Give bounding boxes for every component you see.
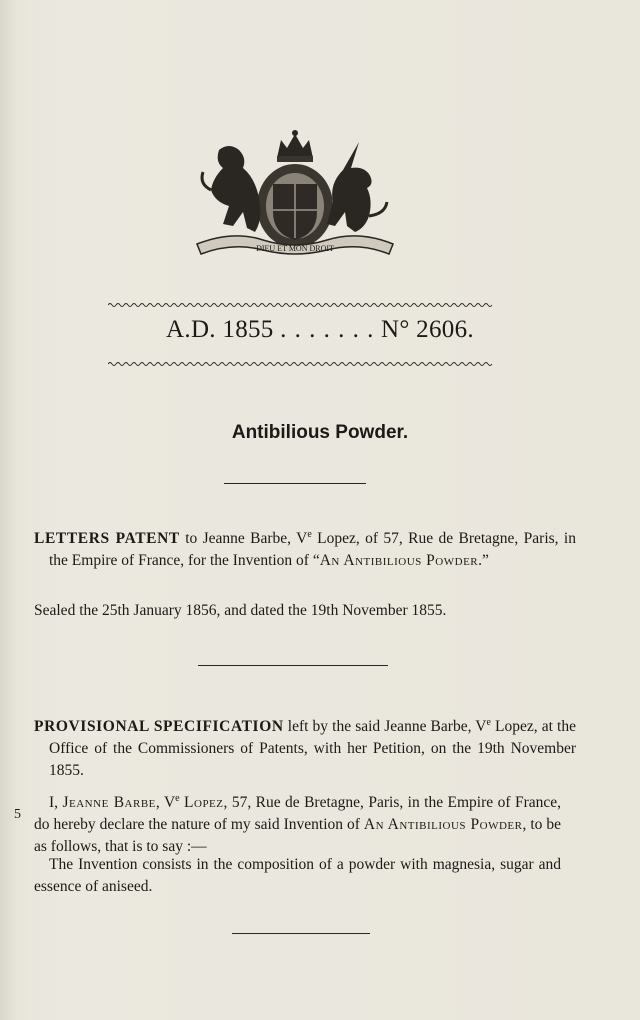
wavy-rule-top <box>108 302 494 308</box>
document-title: Antibilious Powder. <box>231 422 409 443</box>
provisional-text: left by the said Jeanne Barbe, V <box>283 718 487 736</box>
letters-patent-text-2: Lopez, of 57, Rue de Bretagne, Paris, in the Empire of France, for the Invention of “ <box>49 530 576 570</box>
declaration-paragraph <box>34 788 561 858</box>
provisional-text-2: Lopez, at the Office of the Commissioners of Patents, with her Petition, on the 19th November 1855. <box>49 718 576 780</box>
letters-patent-lead: LETTERS PATENT <box>34 530 180 548</box>
divider-rule <box>224 483 366 484</box>
applicant-name: Jeanne Barbe <box>62 794 156 812</box>
provisional-lead: PROVISIONAL SPECIFICATION <box>34 718 284 736</box>
invention-name: An Antibilious Powder <box>319 552 479 570</box>
letters-patent-text-3: .” <box>478 552 489 570</box>
patent-header <box>60 316 580 344</box>
declaration-text: I, <box>49 794 63 812</box>
provisional-specification-paragraph <box>34 712 576 782</box>
superscript: e <box>307 529 312 540</box>
divider-rule-3 <box>232 933 370 934</box>
applicant-surname: Lopez <box>184 794 224 812</box>
crest-motto: DIEU ET MON DROIT <box>256 244 334 253</box>
declaration-text-2: , V <box>155 794 176 812</box>
divider-rule-2 <box>198 665 388 666</box>
declaration-text-5: , to be as follows, that is to say :— <box>34 816 562 856</box>
sealed-line: Sealed the 25th January 1856, and dated the 19th November 1855. <box>34 602 447 619</box>
superscript: e <box>486 717 491 728</box>
line-number: 5 <box>14 807 21 822</box>
invention-name-2: An Antibilious Powder <box>363 816 523 834</box>
royal-coat-of-arms-emblem <box>193 128 397 260</box>
letters-patent-paragraph <box>34 524 576 572</box>
letters-patent-text: to Jeanne Barbe, V <box>179 530 308 548</box>
superscript: e <box>175 793 180 804</box>
invention-paragraph: The Invention consists in the composition of a powder with magnesia, sugar and essence of aniseed. <box>34 856 561 895</box>
header-dots: . . . . . . . <box>280 316 375 343</box>
declaration-text-4: , 57, Rue de Bretagne, Paris, in the Empire of France, do hereby declare the nature of my said Invention of <box>34 794 561 834</box>
wavy-rule-bottom <box>108 361 494 367</box>
ad-year: A.D. 1855 <box>166 316 274 343</box>
patent-number: N° 2606. <box>380 316 474 343</box>
